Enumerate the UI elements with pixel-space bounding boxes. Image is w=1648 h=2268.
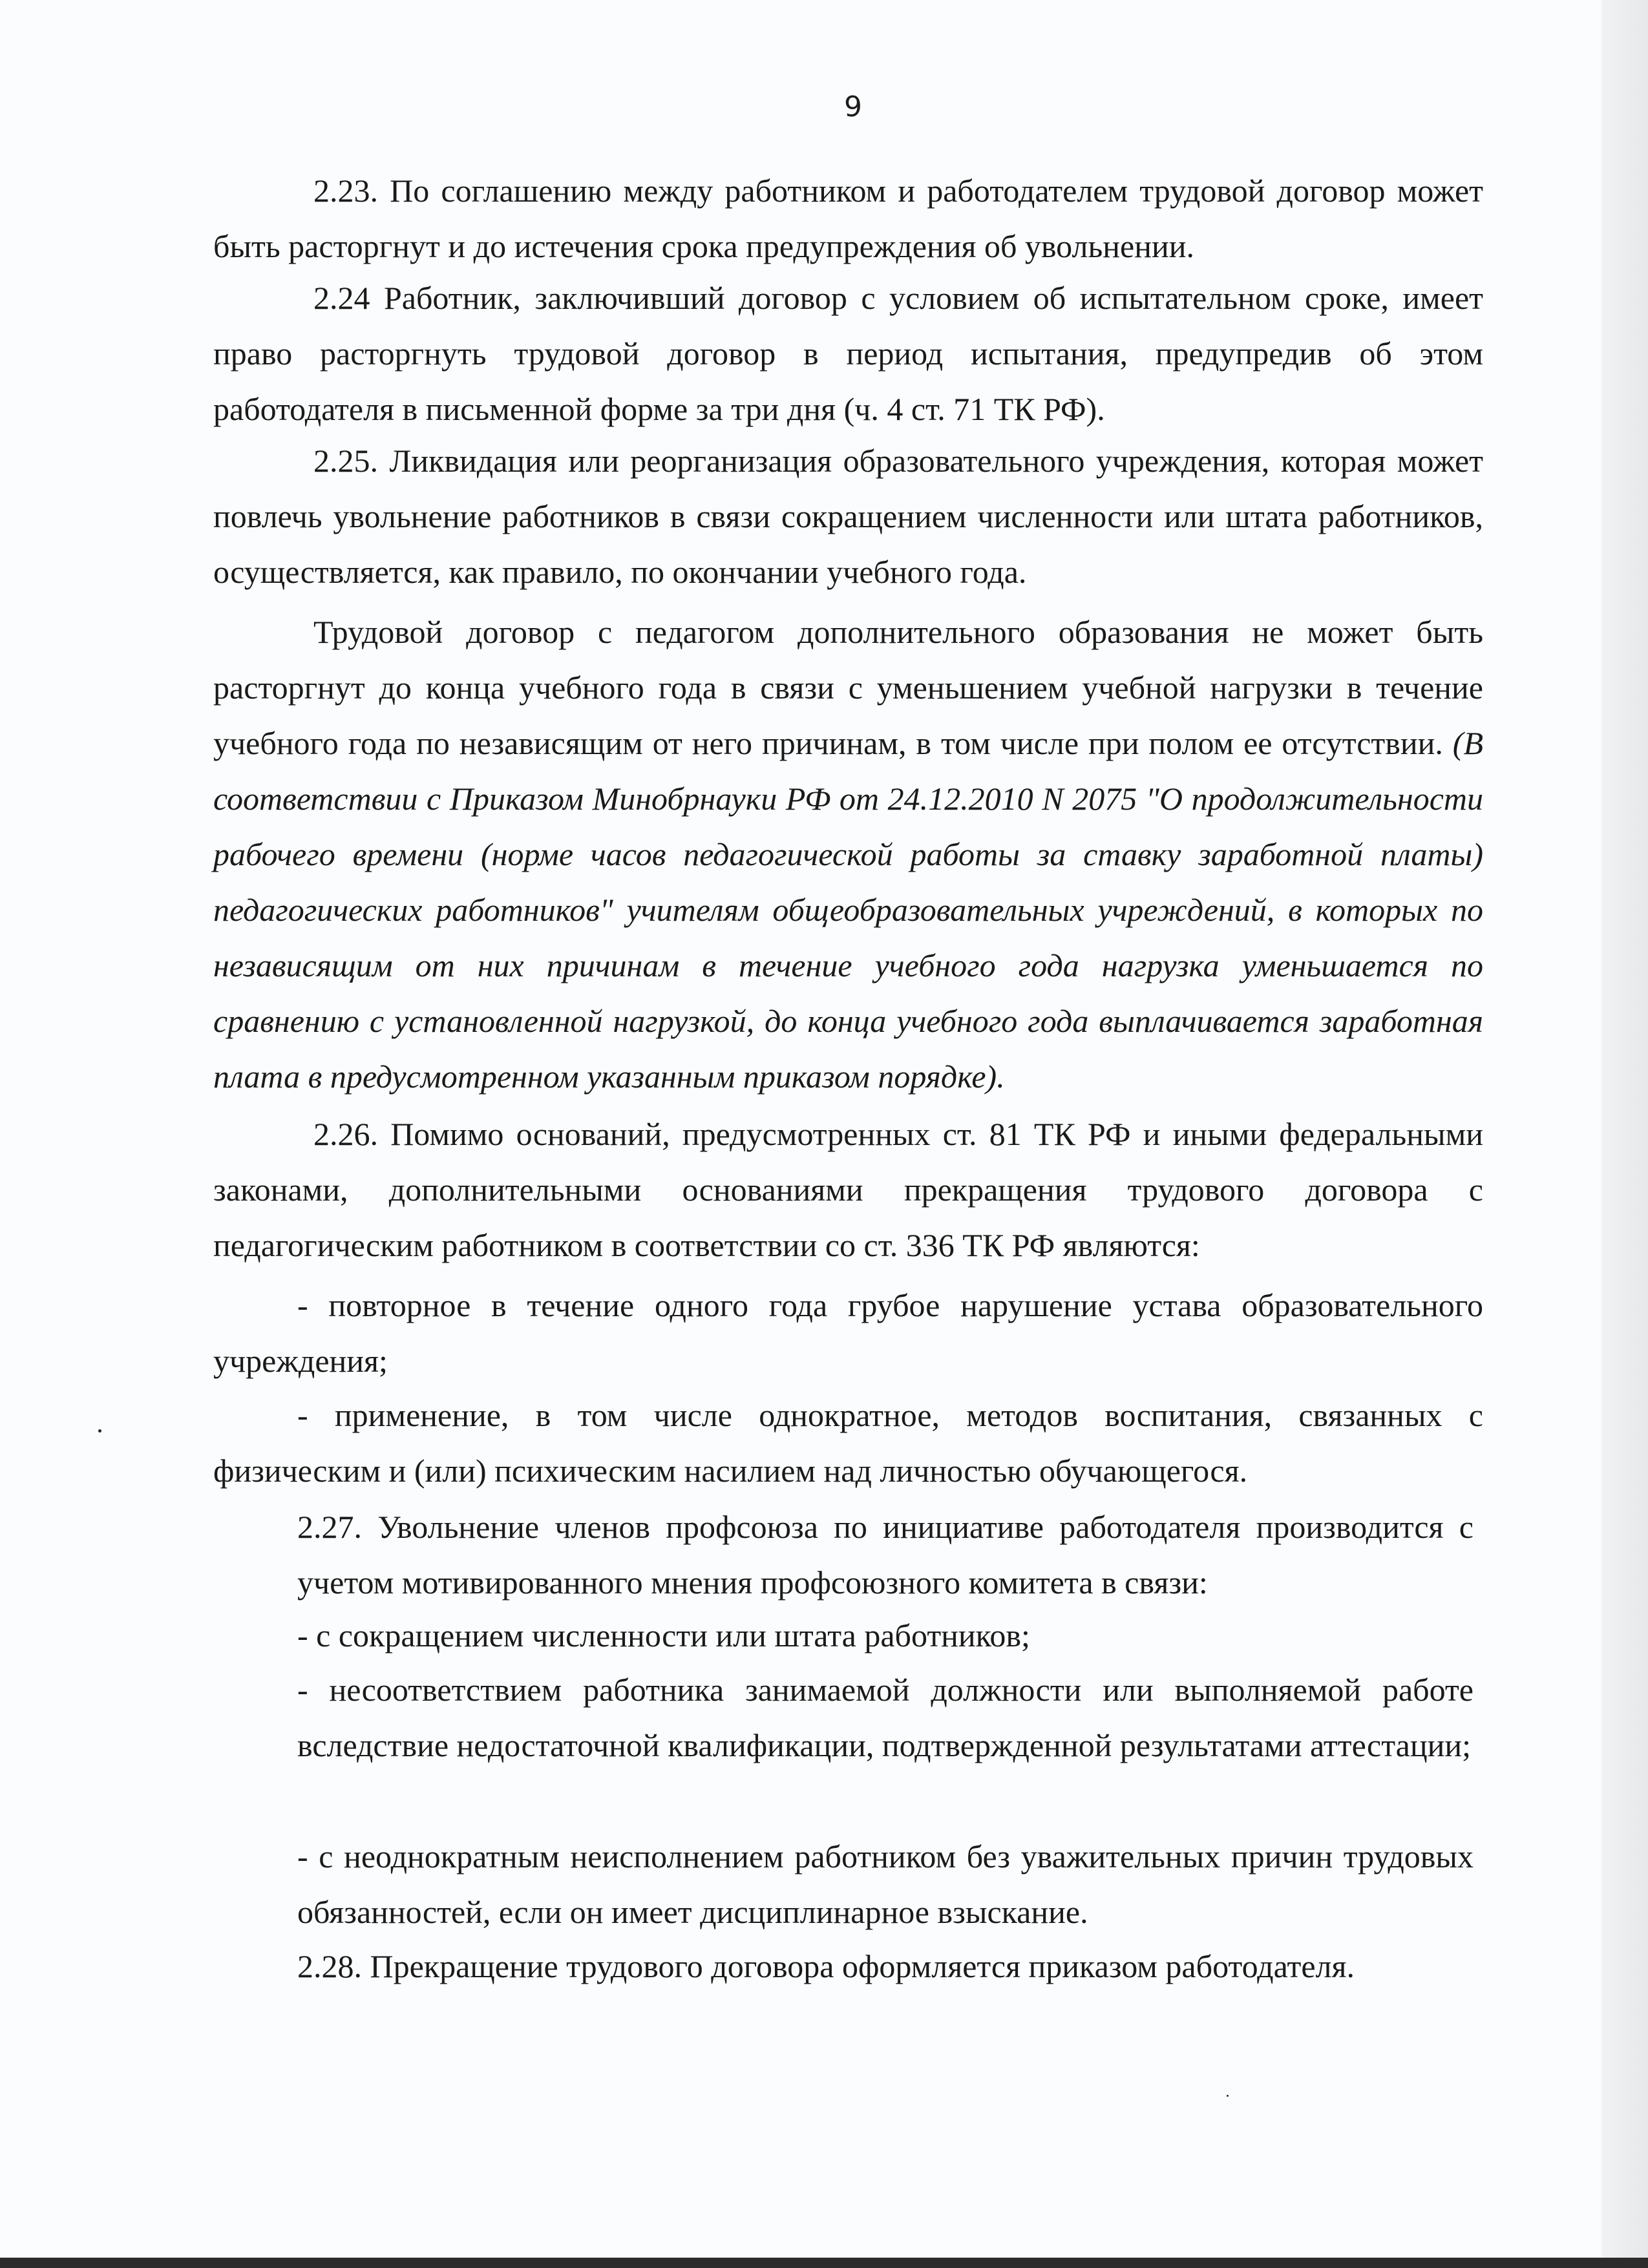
paragraph-2-23: 2.23. По соглашению между работником и работодателем трудовой договор может быть расторгнут и до истечения срока предупреждения об увольнении. (213, 173, 1483, 264)
teacher-contract-text: Трудовой договор с педагогом дополнительного образования не может быть расторгнут до конца учебного года в связи с уменьшением учебной нагрузки в течение учебного года по независящим от него причинам, в том числе при полом ее отсутствии. (213, 614, 1483, 761)
scan-margin (1601, 0, 1648, 2258)
paragraph-2-27-item-2: - несоответствием работника занимаемой должности или выполняемой работе вследствие недостаточной квалификации, подтвержденной результатами аттестации; (297, 1672, 1474, 1763)
paragraph-2-27: 2.27. Увольнение членов профсоюза по инициативе работодателя производится с учетом мотивированного мнения профсоюзного комитета в связи: (297, 1509, 1474, 1601)
paragraph-2-26-item-1: - повторное в течение одного года грубое нарушение устава образовательного учреждения; (213, 1287, 1483, 1379)
paragraph-2-26: 2.26. Помимо оснований, предусмотренных ст. 81 ТК РФ и иными федеральными законами, дополнительными основаниями прекращения трудового договора с педагогическим работником в соответствии со ст. 336 ТК РФ являются: (213, 1116, 1483, 1263)
paragraph-2-24: 2.24 Работник, заключивший договор с условием об испытательном сроке, имеет право расторгнуть трудовой договор в период испытания, предупредив об этом работодателя в письменной форме за три дня (ч. 4 ст. 71 ТК РФ). (213, 280, 1483, 427)
paragraph-teacher-contract (213, 604, 1483, 1104)
scan-speck (98, 1429, 101, 1433)
teacher-contract-citation: (В соответствии с Приказом Минобрнауки РФ от 24.12.2010 N 2075 "О продолжительности рабочего времени (норме часов педагогической работы за ставку заработной платы) педагогических работников" учителям общеобразовательных учреждений, в которых по независящим от них причинам в течение учебного года нагрузка уменьшается по сравнению с установленной нагрузкой, до конца учебного года выплачивается заработная плата в предусмотренном указанным приказом порядке). (213, 725, 1483, 1095)
paragraph-2-27-item-3: - с неоднократным неисполнением работником без уважительных причин трудовых обязанностей, если он имеет дисциплинарное взыскание. (297, 1838, 1474, 1930)
paragraph-2-25: 2.25. Ликвидация или реорганизация образовательного учреждения, которая может повлечь увольнение работников в связи сокращением численности или штата работников, осуществляется, как правило, по окончании учебного года. (213, 443, 1483, 590)
page-number: 9 (844, 90, 862, 123)
scan-bottom-edge (0, 2258, 1648, 2268)
paragraph-2-26-item-2: - применение, в том числе однократное, методов воспитания, связанных с физическим и (или) психическим насилием над личностью обучающегося. (213, 1397, 1483, 1489)
paragraph-2-28: 2.28. Прекращение трудового договора оформляется приказом работодателя. (297, 1948, 1355, 1984)
paragraph-2-27-item-1: - с сокращением численности или штата работников; (297, 1617, 1030, 1654)
scan-speck (1227, 2095, 1229, 2097)
